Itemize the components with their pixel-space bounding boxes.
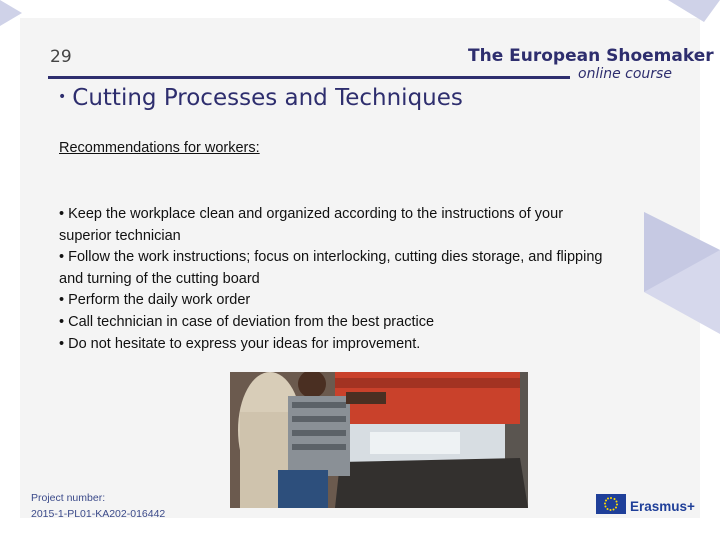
slide-number: 29 <box>50 47 72 67</box>
brand-title: The European Shoemaker <box>468 46 714 66</box>
slide-title-text: Cutting Processes and Techniques <box>72 85 463 111</box>
corner-triangle-top-left <box>0 0 22 26</box>
erasmus-logo-text: Erasmus+ <box>630 499 695 514</box>
eu-flag-icon <box>596 494 626 514</box>
bullet-item: • Follow the work instructions; focus on interlocking, cutting dies storage, and flipping and turning of the cutting board <box>59 249 603 287</box>
bullet-item: • Perform the daily work order <box>59 292 251 309</box>
project-number: 2015-1-PL01-KA202-016442 <box>31 508 166 520</box>
slide-title <box>58 85 463 111</box>
header-rule <box>48 76 570 79</box>
bullet-item: • Keep the workplace clean and organized according to the instructions of your superior technician <box>59 206 564 244</box>
subheading: Recommendations for workers: <box>59 140 260 156</box>
bullet-item: • Call technician in case of deviation from the best practice <box>59 313 435 330</box>
title-bullet: • <box>58 89 67 105</box>
brand-subtitle: online course <box>578 66 672 82</box>
cutting-machine-photo <box>230 372 528 508</box>
corner-triangle-top-right <box>668 0 720 22</box>
project-info <box>31 490 165 522</box>
side-triangle-right <box>644 212 720 334</box>
project-label: Project number: <box>31 492 106 504</box>
bullet-list <box>59 204 619 355</box>
bullet-item: • Do not hesitate to express your ideas for improvement. <box>59 335 421 352</box>
